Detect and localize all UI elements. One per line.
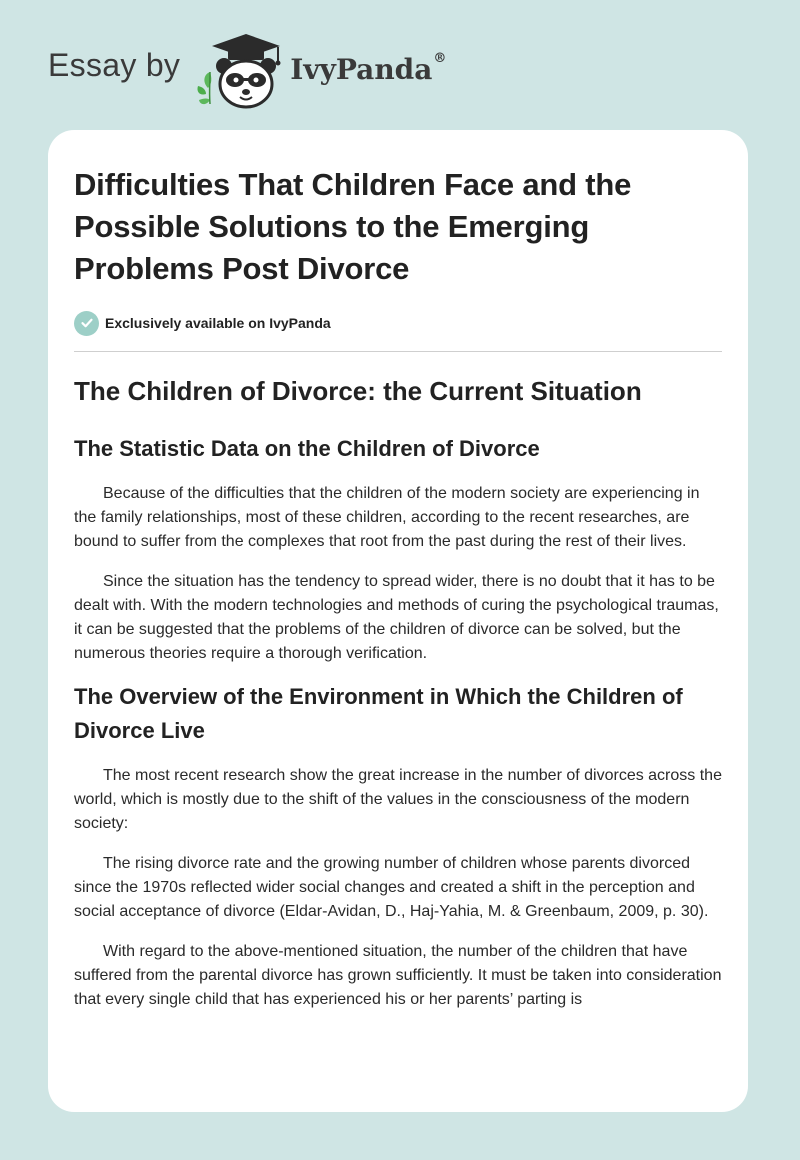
paragraph: Since the situation has the tendency to spread wider, there is no doubt that it has to be dealt with. With the modern technologies and methods of curing the psychological traumas, it can be suggested that the problems of the children of divorce can be solved, but the numerous theories require a thorough verification. <box>74 573 719 662</box>
article-title: Difficulties That Children Face and the Possible Solutions to the Emerging Problems Post Divorce <box>74 167 632 286</box>
panda-logo-icon <box>194 30 286 110</box>
paragraph: Because of the difficulties that the children of the modern society are experiencing in the family relationships, most of these children, according to the recent researches, are bound to suffer from the complexes that root from the past during the rest of their lives. <box>74 485 700 550</box>
section-title: The Children of Divorce: the Current Situation <box>74 376 642 406</box>
paragraph: With regard to the above-mentioned situation, the number of the children that have suffered from the parental divorce has grown sufficiently. It must be taken into consideration that every single child that has experienced his or her parents’ parting is <box>74 943 722 1008</box>
exclusive-badge <box>74 310 722 336</box>
exclusive-label: Exclusively available on IvyPanda <box>105 315 331 331</box>
paragraph: The most recent research show the great increase in the number of divorces across the world, which is mostly due to the shift of the values in the consciousness of the modern society: <box>74 767 722 832</box>
brand-prefix: Essay by <box>48 46 181 83</box>
subsection-heading: The Overview of the Environment in Which the Children of Divorce Live <box>74 684 683 743</box>
subsection-heading: The Statistic Data on the Children of Divorce <box>74 436 540 461</box>
brand-header[interactable] <box>48 30 446 110</box>
check-circle-icon <box>74 311 99 336</box>
brand-name: IvyPanda® <box>290 50 447 86</box>
divider <box>74 351 722 352</box>
article-card <box>48 130 748 1112</box>
quote-paragraph: The rising divorce rate and the growing number of children whose parents divorced since the 1970s reflected wider social changes and created a shift in the perception and social acceptance of divorce (Eldar-Avidan, D., Haj-Yahia, M. & Greenbaum, 2009, p. 30). <box>74 855 709 920</box>
